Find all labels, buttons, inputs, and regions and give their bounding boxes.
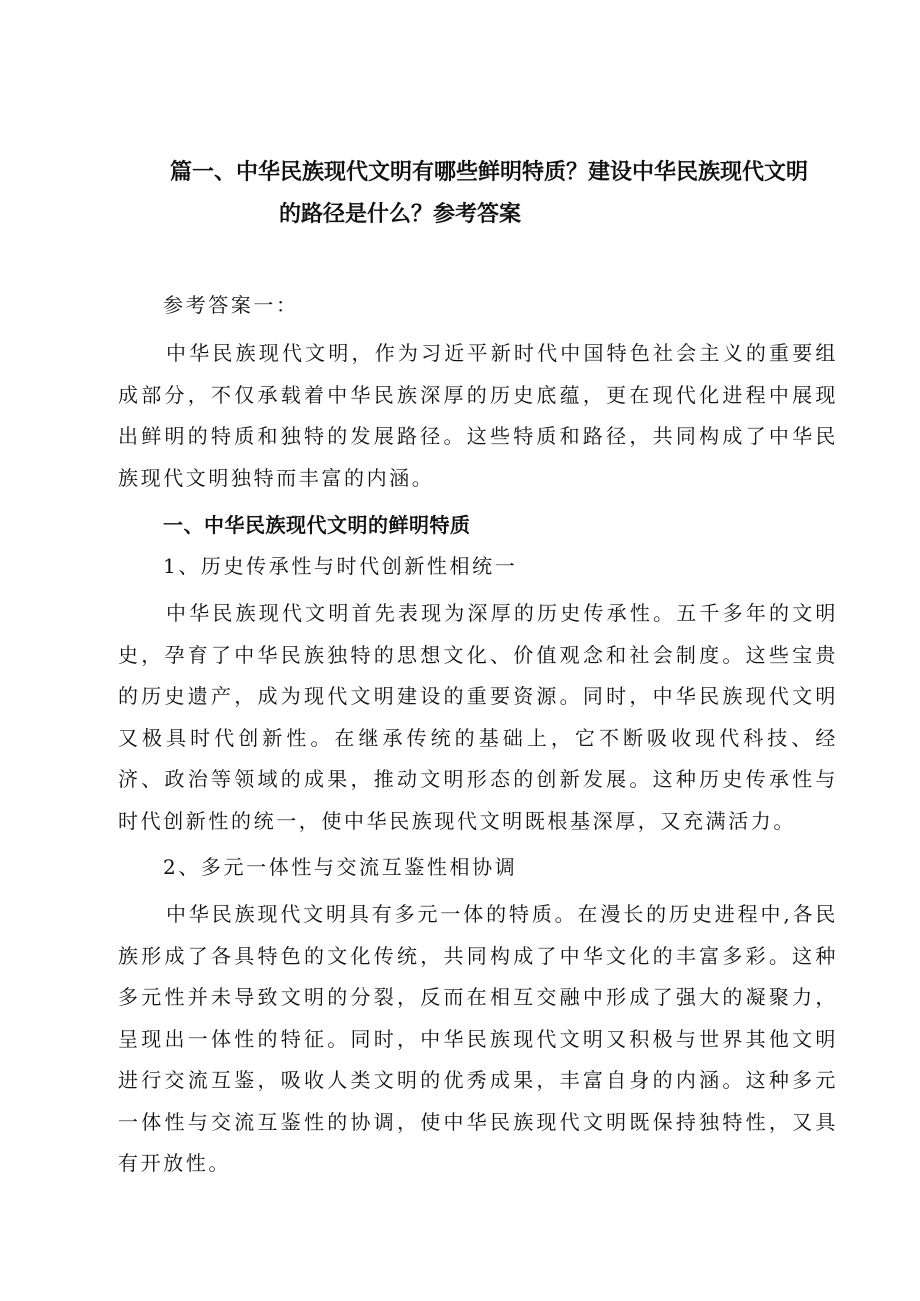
answer-label: 参考答案一： (163, 293, 299, 317)
document-title-line-2: 的路径是什么？参考答案 (279, 202, 522, 227)
point-2-paragraph: 中华民族现代文明具有多元一体的特质。在漫长的历史进程中,各民族形成了各具特色的文化传统，共同构成了中华文化的丰富多彩。这种多元性并未导致文明的分裂，反而在相互交融中形成了强大的凝聚力，呈现出一体性的特征。同时，中华民族现代文明又积极与世界其他文明进行交流互鉴，吸收人类文明的优秀成果，丰富自身的内涵。这种多元一体性与交流互鉴性的协调，使中华民族现代文明既保持独特性，又具有开放性。 (118, 902, 838, 1175)
section-heading-1: 一、中华民族现代文明的鲜明特质 (163, 513, 471, 537)
point-heading-2: 2、多元一体性与交流互鉴性相协调 (163, 855, 518, 879)
intro-paragraph: 中华民族现代文明，作为习近平新时代中国特色社会主义的重要组成部分，不仅承载着中华民族深厚的历史底蕴，更在现代化进程中展现出鲜明的特质和独特的发展路径。这些特质和路径，共同构成了中华民族现代文明独特而丰富的内涵。 (118, 341, 838, 490)
document-title-line-1: 篇一、中华民族现代文明有哪些鲜明特质？建设中华民族现代文明 (170, 160, 809, 185)
point-heading-1: 1、历史传承性与时代创新性相统一 (163, 554, 518, 578)
point-1-paragraph: 中华民族现代文明首先表现为深厚的历史传承性。五千多年的文明史，孕育了中华民族独特的思想文化、价值观念和社会制度。这些宝贵的历史遗产，成为现代文明建设的重要资源。同时，中华民族现代文明又极具时代创新性。在继承传统的基础上，它不断吸收现代科技、经济、政治等领域的成果，推动文明形态的创新发展。这种历史传承性与时代创新性的统一，使中华民族现代文明既根基深厚，又充满活力。 (118, 601, 838, 833)
